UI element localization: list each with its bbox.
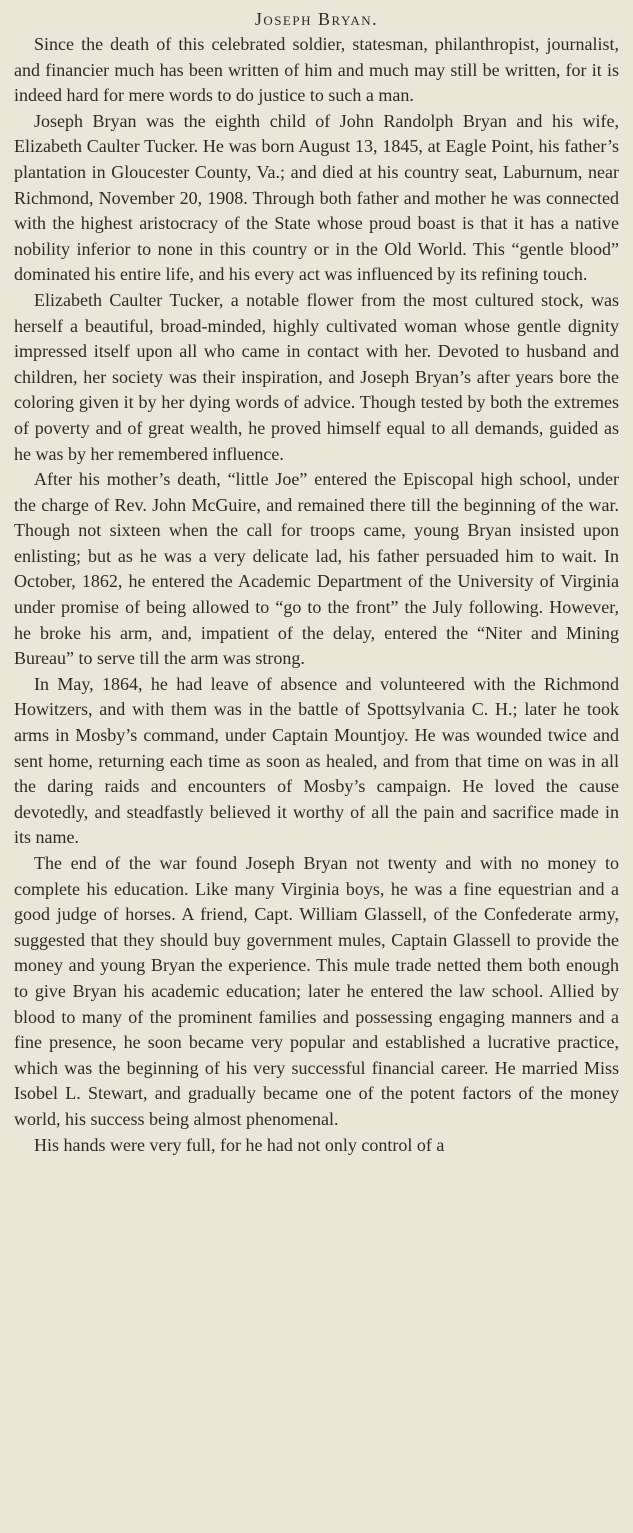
paragraph: After his mother’s death, “little Joe” entered the Episcopal high school, under the charge of Rev. John McGuire, and remained there till the beginning of the war. Though not sixteen when the call for troops came, young Bryan insisted upon enlisting; but as he was a very delicate lad, his father persuaded him to wait. In October, 1862, he entered the Academic Department of the University of Virginia under promise of being allowed to “go to the front” the July following. However, he broke his arm, and, impatient of the delay, entered the “Niter and Mining Bureau” to serve till the arm was strong. (14, 469, 619, 669)
article-body (14, 32, 619, 1158)
paragraph: His hands were very full, for he had not only control of a (34, 1134, 445, 1155)
paragraph: Joseph Bryan was the eighth child of John Randolph Bryan and his wife, Elizabeth Caulter Tucker. He was born August 13, 1845, at Eagle Point, his father’s plantation in Gloucester County, Va.; and died at his country seat, Laburnum, near Richmond, November 20, 1908. Through both father and mother he was connected with the highest aristocracy of the State whose proud boast is that it has a native nobility inferior to none in this country or in the Old World. This “gentle blood” dominated his entire life, and his every act was influenced by its refining touch. (14, 110, 619, 285)
page-header: Joseph Bryan. (254, 9, 379, 29)
paragraph: Elizabeth Caulter Tucker, a notable flower from the most cultured stock, was herself a beautiful, broad-minded, highly cultivated woman whose gentle dignity impressed itself upon all who came in contact with her. Devoted to husband and children, her society was their inspiration, and Joseph Bryan’s after years bore the coloring given it by her dying words of advice. Though tested by both the extremes of poverty and of great wealth, he proved himself equal to all demands, guided as he was by her remembered influence. (14, 289, 619, 464)
paragraph: Since the death of this celebrated soldier, statesman, philanthropist, journalist, and financier much has been written of him and much may still be written, for it is indeed hard for mere words to do justice to such a man. (14, 34, 619, 106)
paragraph: In May, 1864, he had leave of absence and volunteered with the Richmond Howitzers, and with them was in the battle of Spottsylvania C. H.; later he took arms in Mosby’s command, under Captain Mountjoy. He was wounded twice and sent home, returning each time as soon as healed, and from that time on was in all the daring raids and encounters of Mosby’s campaign. He loved the cause devotedly, and steadfastly believed it worthy of all the pain and sacrifice made in its name. (14, 673, 619, 848)
paragraph: The end of the war found Joseph Bryan not twenty and with no money to complete his education. Like many Virginia boys, he was a fine equestrian and a good judge of horses. A friend, Capt. William Glassell, of the Confederate army, suggested that they should buy government mules, Captain Glassell to provide the money and young Bryan the experience. This mule trade netted them both enough to give Bryan his academic education; later he entered the law school. Allied by blood to many of the prominent families and possessing engaging manners and a fine presence, he soon became very popular and established a lucrative practice, which was the beginning of his very successful financial career. He married Miss Isobel L. Stewart, and gradually became one of the potent factors of the money world, his success being almost phenomenal. (14, 853, 619, 1129)
